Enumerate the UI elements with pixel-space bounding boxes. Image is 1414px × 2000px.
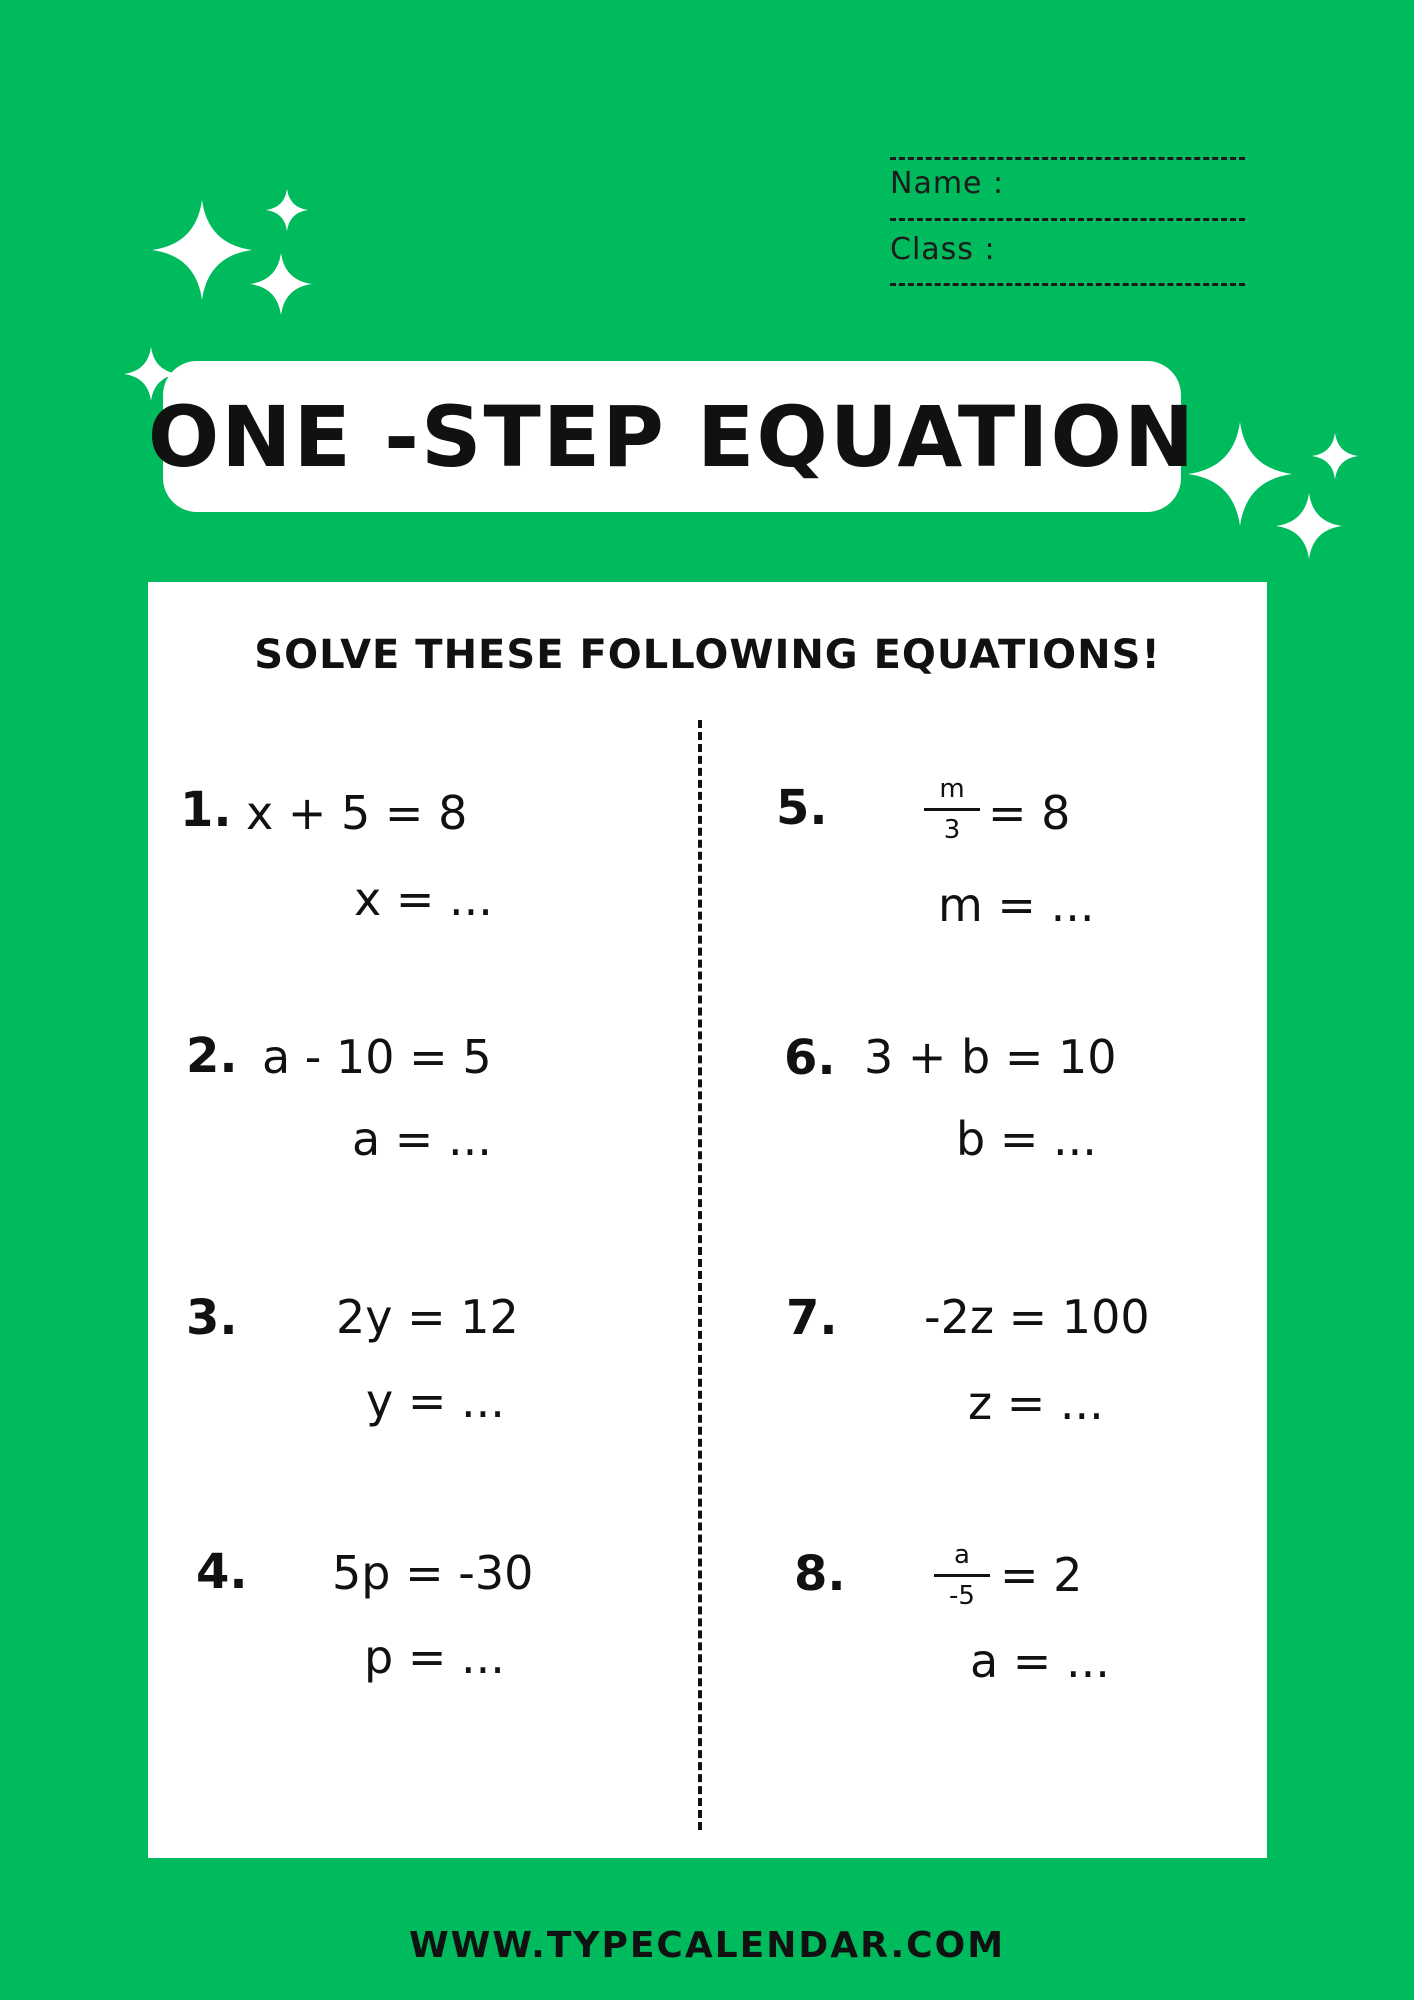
class-label: Class : [890, 232, 996, 267]
title-banner [147, 361, 1197, 512]
problem-4-equation: 5p = -30 [332, 1546, 534, 1600]
problem-5-denominator: 3 [943, 815, 961, 845]
problem-5-equation: = 8 [988, 786, 1071, 840]
problem-5-numerator: m [939, 774, 965, 804]
problem-8-answer[interactable]: a = ... [970, 1634, 1110, 1688]
problem-8-equation: = 2 [1000, 1548, 1083, 1602]
sparkle-icon [266, 188, 308, 232]
problem-7-answer[interactable]: z = ... [968, 1376, 1104, 1430]
sparkle-icon [1312, 432, 1358, 480]
sparkle-icon [152, 198, 252, 302]
worksheet-panel [148, 582, 1267, 1858]
problem-3-equation: 2y = 12 [336, 1290, 519, 1344]
problem-4-answer[interactable]: p = ... [364, 1630, 505, 1684]
problem-6-equation: 3 + b = 10 [864, 1030, 1117, 1084]
name-label: Name : [890, 166, 1005, 201]
page-title: ONE -STEP EQUATION [147, 387, 1197, 486]
problem-1-answer[interactable]: x = ... [354, 872, 493, 926]
footer-url[interactable]: WWW.TYPECALENDAR.COM [408, 1925, 1006, 1966]
problem-8-denominator: -5 [949, 1581, 975, 1611]
problem-6-number: 6. [784, 1030, 836, 1086]
problem-8-fraction [934, 1540, 990, 1611]
fraction-bar [924, 808, 980, 811]
problem-5-answer[interactable]: m = ... [938, 878, 1095, 932]
problem-8-number: 8. [794, 1546, 846, 1602]
problem-2-answer[interactable]: a = ... [352, 1112, 492, 1166]
problem-1-number: 1. [180, 782, 232, 838]
instruction-heading: SOLVE THESE FOLLOWING EQUATIONS! [254, 632, 1161, 678]
problem-4-number: 4. [196, 1544, 248, 1600]
column-divider [698, 720, 702, 1830]
problem-3-answer[interactable]: y = ... [366, 1374, 505, 1428]
problem-7-equation: -2z = 100 [924, 1290, 1150, 1344]
problem-5-fraction [924, 774, 980, 845]
sparkle-icon [250, 252, 312, 316]
problem-5-number: 5. [776, 780, 828, 836]
problem-6-answer[interactable]: b = ... [956, 1112, 1097, 1166]
problem-8-numerator: a [954, 1540, 970, 1570]
fraction-bar [934, 1574, 990, 1577]
problem-7-number: 7. [786, 1290, 838, 1346]
problem-1-equation: x + 5 = 8 [246, 786, 468, 840]
class-line[interactable] [890, 283, 1245, 286]
sparkle-icon [1276, 492, 1342, 560]
problem-2-number: 2. [186, 1028, 238, 1084]
name-line-top [890, 157, 1245, 160]
name-line[interactable] [890, 218, 1245, 221]
problem-2-equation: a - 10 = 5 [262, 1030, 492, 1084]
problem-3-number: 3. [186, 1290, 238, 1346]
